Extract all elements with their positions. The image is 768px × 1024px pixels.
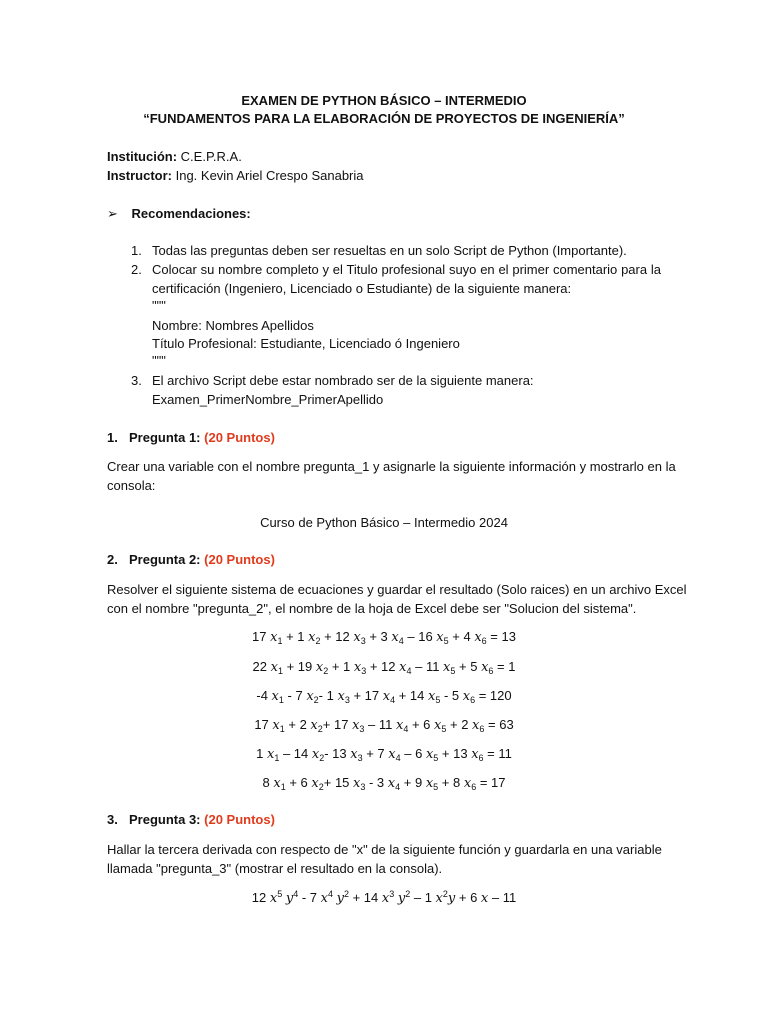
variable-index: 6: [481, 636, 487, 646]
rec-2-text-line1: Colocar su nombre completo y el Titulo profesional suyo en el primer comentario para la: [152, 262, 661, 277]
variable-x: x: [272, 718, 280, 733]
variable-x: x: [273, 776, 281, 791]
equation-row: [107, 717, 661, 734]
variable-x: x: [388, 747, 396, 762]
equation-rhs: = 120: [475, 688, 512, 703]
q3-function: 12 $x^5$ $y^4 - 7$ $x^4$ $y^2 + 14$ $x^3$ $y^2 - 1$ $x^2y + 6$ x – 11: [251, 889, 517, 906]
equation-coefficient: 8: [262, 775, 274, 790]
equation-rhs: = 17: [476, 775, 506, 790]
variable-x: x: [474, 630, 482, 645]
q2-number: 2.: [107, 552, 118, 567]
variable-x: x: [308, 630, 316, 645]
variable-x: x: [270, 660, 278, 675]
equation-coefficient: + 8: [438, 775, 464, 790]
equation-rhs: = 63: [484, 717, 514, 732]
equation-coefficient: + 2: [284, 717, 311, 732]
equation-coefficient: + 17: [349, 688, 383, 703]
variable-index: 4: [395, 782, 401, 792]
variable-index: 3: [360, 782, 366, 792]
equation-coefficient: - 3: [365, 775, 388, 790]
recommendations-title: Recomendaciones:: [131, 206, 251, 221]
fn-term-coef: – 1: [410, 890, 436, 905]
equation-coefficient: + 12: [366, 659, 400, 674]
equation-coefficient: + 14: [395, 688, 428, 703]
equation-coefficient: + 19: [282, 659, 316, 674]
variable-x: x: [472, 718, 480, 733]
variable-index: 4: [390, 695, 396, 705]
variable-x: x: [427, 689, 436, 704]
equation-coefficient: + 2: [446, 717, 473, 732]
q1-number: 1.: [107, 430, 118, 445]
equation-coefficient: - 5: [440, 688, 463, 703]
equation-coefficient: – 16: [403, 629, 437, 644]
variable-x: x: [353, 776, 361, 791]
rec-2-quote-close: """: [152, 353, 166, 368]
equation-coefficient: + 17: [322, 717, 353, 732]
q2-heading: [129, 552, 275, 567]
variable-x: x: [382, 689, 391, 704]
fn-term-coef: + 6: [455, 890, 481, 905]
q3-label: Pregunta 3:: [129, 812, 201, 827]
variable-index: 2: [318, 782, 324, 792]
recommendations-heading: [107, 206, 251, 222]
q1-text-line2: consola:: [107, 478, 156, 493]
q3-text-line2: llamada "pregunta_3" (mostrar el resultado en la consola).: [107, 861, 443, 876]
variable-index: 6: [488, 666, 494, 676]
q3-points: (20 Puntos): [204, 812, 275, 827]
variable-index: 5: [450, 666, 456, 676]
variable-index: 1: [278, 695, 284, 705]
variable-index: 6: [470, 695, 476, 705]
equation-coefficient: - 13: [324, 746, 351, 761]
variable-x: x: [337, 689, 345, 704]
variable-index: 1: [277, 666, 283, 676]
rec-2-number: 2.: [131, 262, 142, 277]
q1-text-line1: Crear una variable con el nombre pregunta_1 y asignarle la siguiente información y mostrarlo en la: [107, 459, 676, 474]
equation-rhs: = 1: [493, 659, 516, 674]
variable-x: x: [463, 776, 472, 791]
equation-coefficient: – 6: [400, 746, 426, 761]
variable-x: x: [306, 689, 314, 704]
variable-x: x: [425, 776, 434, 791]
rec-2-quote-open: """: [152, 298, 166, 313]
equation-rhs: = 11: [483, 746, 512, 761]
fn-term-coef: – 11: [488, 890, 517, 905]
variable-index: 5: [433, 782, 439, 792]
rec-3-text-line2: Examen_PrimerNombre_PrimerApellido: [152, 392, 384, 407]
variable-x: x: [353, 630, 361, 645]
rec-2-text-line2: certificación (Ingeniero, Licenciado o Estudiante) de la siguiente manera:: [152, 281, 572, 296]
variable-index: 1: [279, 724, 285, 734]
q3-number: 3.: [107, 812, 118, 827]
rec-3-text-line1: El archivo Script debe estar nombrado ser de la siguiente manera:: [152, 373, 534, 388]
variable-x: x: [443, 660, 451, 675]
variable-x: x: [434, 718, 442, 733]
variable-index: 4: [395, 753, 401, 763]
equation-coefficient: + 1: [328, 659, 354, 674]
variable-index: 3: [361, 666, 367, 676]
equation-coefficient: + 4: [448, 629, 475, 644]
instructor-line: [107, 168, 364, 183]
equation-coefficient: + 7: [362, 746, 389, 761]
equation-coefficient: – 14: [279, 746, 312, 761]
variable-index: 5: [435, 695, 441, 705]
institution-label: Institución:: [107, 149, 178, 164]
variable-x: x: [271, 689, 279, 704]
equation-coefficient: + 1: [282, 629, 309, 644]
instructor-value: Ing. Kevin Ariel Crespo Sanabria: [172, 168, 364, 183]
variable-x: x: [266, 747, 275, 762]
q1-points: (20 Puntos): [204, 430, 275, 445]
variable-index: 2: [317, 724, 323, 734]
variable-index: 4: [403, 724, 409, 734]
equation-coefficient: 17: [254, 717, 273, 732]
q1-heading: [129, 430, 275, 445]
variable-index: 2: [315, 636, 321, 646]
variable-x: x: [311, 776, 319, 791]
fn-term-coef: 12: [251, 890, 270, 905]
variable-index: 2: [313, 695, 319, 705]
equation-coefficient: 17: [252, 629, 271, 644]
q1-label: Pregunta 1:: [129, 430, 201, 445]
equation-rhs: = 13: [486, 629, 516, 644]
variable-index: 6: [471, 782, 477, 792]
variable-x: x: [310, 718, 318, 733]
variable-x: x: [395, 718, 404, 733]
equation-coefficient: + 9: [400, 775, 426, 790]
variable-index: 5: [443, 636, 449, 646]
instructor-label: Instructor:: [107, 168, 172, 183]
q2-label: Pregunta 2:: [129, 552, 201, 567]
equation-coefficient: + 12: [320, 629, 354, 644]
rec-2-title-line: Título Profesional: Estudiante, Licenciado ó Ingeniero: [152, 336, 460, 351]
equation-coefficient: + 6: [408, 717, 435, 732]
q2-points: (20 Puntos): [204, 552, 275, 567]
title-line-2: “FUNDAMENTOS PARA LA ELABORACIÓN DE PROYECTOS DE INGENIERÍA”: [143, 111, 625, 126]
equation-coefficient: + 6: [285, 775, 312, 790]
variable-x: x: [352, 718, 360, 733]
variable-x: x: [471, 747, 479, 762]
q2-text-line2: con el nombre "pregunta_2", el nombre de la hoja de Excel debe ser "Solucion del sistema".: [107, 601, 637, 616]
equation-coefficient: + 5: [455, 659, 482, 674]
variable-index: 3: [359, 724, 365, 734]
variable-x: x: [399, 660, 407, 675]
institution-line: [107, 149, 242, 164]
variable-index: 5: [441, 724, 447, 734]
equation-row: [107, 775, 661, 792]
variable-x: x: [350, 747, 358, 762]
equation-coefficient: 1: [256, 746, 267, 761]
variable-index: 1: [274, 753, 280, 763]
fn-term-coef: + 14: [348, 890, 382, 905]
variable-index: 3: [357, 753, 363, 763]
equation-coefficient: - 7: [283, 688, 307, 703]
equation-coefficient: + 3: [365, 629, 392, 644]
variable-x: x: [462, 689, 471, 704]
variable-index: 3: [360, 636, 366, 646]
variable-index: 6: [479, 724, 485, 734]
variable-x: x: [315, 660, 324, 675]
variable-index: 6: [478, 753, 484, 763]
variable-index: 2: [323, 666, 329, 676]
variable-x: x: [353, 660, 362, 675]
rec-1-text: Todas las preguntas deben ser resueltas en un solo Script de Python (Importante).: [152, 243, 627, 258]
variable-x: x: [311, 747, 320, 762]
q1-centered-text: Curso de Python Básico – Intermedio 2024: [260, 515, 508, 530]
title-line-1: EXAMEN DE PYTHON BÁSICO – INTERMEDIO: [241, 93, 527, 108]
variable-x: x: [481, 660, 489, 675]
equation-row: [107, 629, 661, 646]
equation-coefficient: – 11: [411, 659, 444, 674]
rec-3-number: 3.: [131, 373, 142, 388]
equation-row: [107, 688, 661, 705]
q2-text-line1: Resolver el siguiente sistema de ecuaciones y guardar el resultado (Solo raices) en un archivo Excel: [107, 582, 687, 597]
q3-text-line1: Hallar la tercera derivada con respecto de "x" de la siguiente función y guardarla en una variable: [107, 842, 662, 857]
variable-index: 2: [319, 753, 325, 763]
variable-x: x: [270, 630, 278, 645]
equation-row: [107, 746, 661, 763]
variable-index: 1: [277, 636, 283, 646]
rec-1-number: 1.: [131, 243, 142, 258]
variable-index: 3: [344, 695, 350, 705]
equation-coefficient: 22: [252, 659, 271, 674]
rec-2-name-line: Nombre: Nombres Apellidos: [152, 318, 314, 333]
variable-index: 5: [433, 753, 439, 763]
variable-x: x: [387, 776, 396, 791]
q3-heading: [129, 812, 275, 827]
variable-index: 4: [398, 636, 404, 646]
equation-coefficient: -4: [256, 688, 272, 703]
equation-coefficient: – 11: [364, 717, 396, 732]
fn-term-coef: - 7: [298, 890, 321, 905]
variable-x: x: [436, 630, 444, 645]
institution-value: C.E.P.R.A.: [177, 149, 242, 164]
variable-index: 4: [406, 666, 412, 676]
variable-x: x: [391, 630, 399, 645]
equation-coefficient: + 15: [323, 775, 354, 790]
variable-x: x: [425, 747, 434, 762]
arrow-bullet-icon: ➢: [107, 206, 118, 221]
equation-row: [107, 659, 661, 676]
variable-index: 1: [280, 782, 286, 792]
equation-coefficient: + 13: [438, 746, 472, 761]
equation-coefficient: - 1: [318, 688, 338, 703]
